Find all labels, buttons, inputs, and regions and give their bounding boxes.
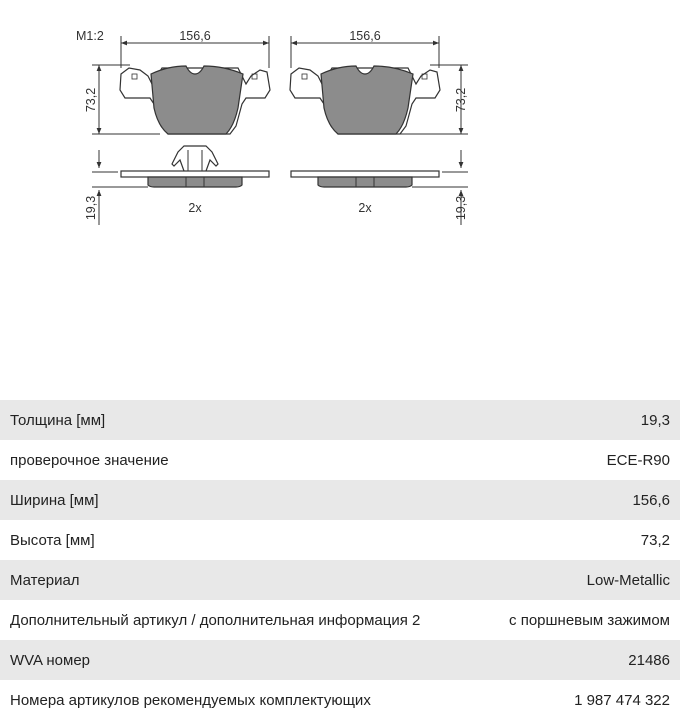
left-friction-material (151, 66, 243, 134)
spec-row (0, 600, 680, 640)
spec-label: Высота [мм] (10, 531, 95, 549)
right-side-friction (318, 177, 412, 187)
piston-clip (172, 146, 218, 171)
spec-row (0, 400, 680, 440)
spec-row (0, 680, 680, 720)
right-width-label: 156,6 (349, 29, 381, 43)
scale-label: M1:2 (76, 29, 104, 43)
spec-label: Толщина [мм] (10, 411, 106, 429)
spec-label: Номера артикулов рекомендуемых комплектующих (10, 691, 371, 709)
spec-value: 1 987 474 322 (574, 691, 670, 709)
spec-value: 73,2 (640, 531, 670, 549)
spec-label: WVA номер (10, 651, 91, 669)
spec-row (0, 640, 680, 680)
spec-value: Low-Metallic (586, 571, 670, 589)
left-thickness-label: 19,3 (84, 195, 98, 221)
spec-value: с поршневым зажимом (509, 611, 670, 629)
spec-value: 19,3 (640, 411, 670, 429)
spec-value: 156,6 (632, 491, 670, 509)
right-friction-material (321, 66, 413, 134)
specs-table (0, 400, 680, 720)
spec-row (0, 520, 680, 560)
spec-row (0, 440, 680, 480)
spec-label: Дополнительный артикул / дополнительная информация 2 (10, 611, 421, 629)
right-side-backing (291, 171, 439, 177)
right-qty-label: 2x (358, 201, 372, 215)
spec-label: Материал (10, 571, 80, 589)
spec-row (0, 480, 680, 520)
spec-label: проверочное значение (10, 451, 169, 469)
right-height-label: 73,2 (454, 87, 468, 113)
spec-label: Ширина [мм] (10, 491, 99, 509)
left-width-label: 156,6 (179, 29, 211, 43)
right-pad-front-view (290, 29, 468, 225)
left-pad-front-view (84, 29, 270, 225)
right-thickness-label: 19,3 (454, 195, 468, 221)
spec-value: 21486 (628, 651, 670, 669)
spec-row (0, 560, 680, 600)
left-side-friction (148, 177, 242, 187)
left-side-backing (121, 171, 269, 177)
spec-value: ECE-R90 (606, 451, 670, 469)
left-height-label: 73,2 (84, 87, 98, 113)
left-qty-label: 2x (188, 201, 202, 215)
